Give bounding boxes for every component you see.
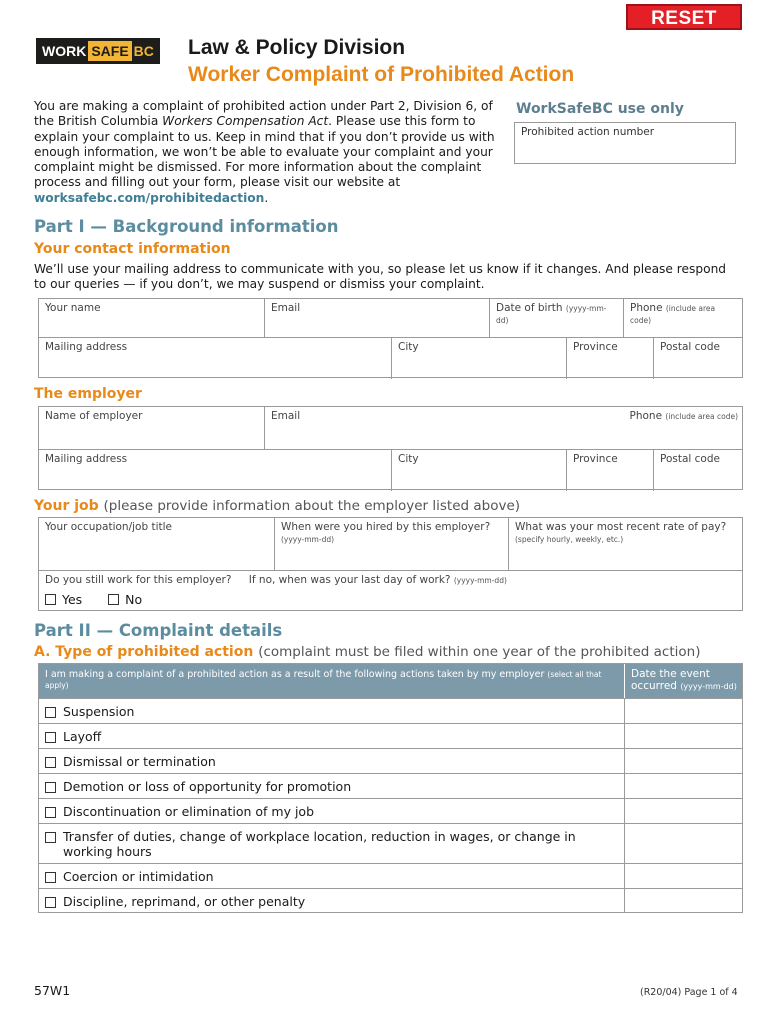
contact-grid bbox=[38, 298, 743, 378]
action-label: Suspension bbox=[63, 704, 135, 719]
page-info: (R20/04) Page 1 of 4 bbox=[640, 987, 738, 998]
section-a-title: A. Type of prohibited action bbox=[34, 644, 254, 660]
action-checkbox[interactable] bbox=[45, 732, 56, 743]
employer-row-1 bbox=[39, 407, 742, 449]
employer-grid bbox=[38, 406, 743, 490]
yes-label: Yes bbox=[62, 592, 83, 607]
action-label: Coercion or intimidation bbox=[63, 869, 214, 884]
employer-name-label: Name of employer bbox=[45, 410, 143, 422]
division-title: Law & Policy Division bbox=[188, 36, 406, 59]
event-date-field[interactable] bbox=[624, 774, 744, 798]
contact-description: We’ll use your mailing address to communicate with you, so please let us know if it changes. And please respond to our queries — if you don’t, we may suspend or dismiss your complaint. bbox=[34, 262, 727, 292]
occupation-field[interactable] bbox=[39, 518, 274, 570]
action-checkbox[interactable] bbox=[45, 707, 56, 718]
logo-safe: SAFE bbox=[88, 41, 131, 61]
intro-text-c: . bbox=[264, 190, 269, 205]
employer-mailing-field[interactable] bbox=[39, 450, 391, 491]
employer-city-field[interactable] bbox=[391, 450, 566, 491]
contact-phone-hint: (include area code) bbox=[630, 304, 716, 325]
event-date-field[interactable] bbox=[624, 699, 744, 723]
office-use-heading: WorkSafeBC use only bbox=[516, 101, 684, 117]
intro-paragraph bbox=[34, 99, 496, 206]
prohibited-action-number-label: Prohibited action number bbox=[521, 126, 655, 138]
prohibited-action-table bbox=[38, 663, 743, 913]
contact-postal-label: Postal code bbox=[660, 341, 720, 353]
no-checkbox[interactable] bbox=[108, 594, 119, 605]
event-date-field[interactable] bbox=[624, 824, 744, 863]
contact-city-label: City bbox=[398, 341, 419, 353]
pay-rate-field[interactable] bbox=[508, 518, 744, 570]
logo-bc: BC bbox=[133, 43, 154, 59]
employer-postal-field[interactable] bbox=[653, 450, 744, 491]
action-option bbox=[39, 724, 624, 748]
contact-heading: Your contact information bbox=[34, 241, 231, 257]
intro-text-b: . Please use this form to explain your complaint to us. Keep in mind that if you don’t provide us with enough information, we won’t be able to evaluate your complaint and your complaint might be dismissed. For more information about the complaint process and filling out your form, please visit our website at bbox=[34, 114, 495, 190]
table-row bbox=[39, 773, 742, 798]
contact-email-label: Email bbox=[271, 302, 301, 314]
event-date-field[interactable] bbox=[624, 889, 744, 913]
contact-row-1 bbox=[39, 299, 742, 337]
employer-province-field[interactable] bbox=[566, 450, 653, 491]
hire-date-label: When were you hired by this employer? bbox=[281, 521, 491, 533]
job-row-2 bbox=[39, 570, 742, 612]
action-checkbox[interactable] bbox=[45, 757, 56, 768]
action-checkbox[interactable] bbox=[45, 897, 56, 908]
logo-work: WORK bbox=[42, 43, 87, 59]
table-row bbox=[39, 723, 742, 748]
employer-phone-field[interactable] bbox=[630, 410, 738, 422]
employer-postal-label: Postal code bbox=[660, 453, 720, 465]
yes-checkbox[interactable] bbox=[45, 594, 56, 605]
contact-row-2 bbox=[39, 337, 742, 379]
action-header-hint: (select all that apply) bbox=[45, 670, 602, 690]
action-option bbox=[39, 799, 624, 823]
contact-mailing-field[interactable] bbox=[39, 338, 391, 379]
worksafebc-logo bbox=[36, 38, 160, 64]
action-label: Demotion or loss of opportunity for promotion bbox=[63, 779, 352, 794]
table-row bbox=[39, 863, 742, 888]
event-date-field[interactable] bbox=[624, 864, 744, 888]
last-day-label: If no, when was your last day of work? bbox=[248, 574, 451, 586]
last-day-hint: (yyyy-mm-dd) bbox=[453, 576, 507, 585]
reset-button[interactable]: RESET bbox=[626, 4, 742, 30]
action-column-header bbox=[39, 664, 624, 698]
employer-province-label: Province bbox=[573, 453, 618, 465]
intro-text-a: You are making a complaint of prohibited action under Part 2, Division 6, of the British Columbia bbox=[34, 99, 493, 129]
part1-title: Part I — Background information bbox=[34, 217, 339, 236]
table-row bbox=[39, 888, 742, 913]
action-option bbox=[39, 864, 624, 888]
action-option bbox=[39, 824, 624, 863]
date-header-text: Date the event occurred bbox=[631, 668, 710, 692]
event-date-field[interactable] bbox=[624, 724, 744, 748]
contact-phone-field[interactable] bbox=[623, 299, 744, 337]
action-checkbox[interactable] bbox=[45, 872, 56, 883]
still-work-label: Do you still work for this employer? bbox=[45, 574, 232, 586]
date-of-birth-field[interactable] bbox=[489, 299, 623, 337]
employer-city-label: City bbox=[398, 453, 419, 465]
action-label: Dismissal or termination bbox=[63, 754, 216, 769]
your-name-field[interactable] bbox=[39, 299, 264, 337]
pay-rate-label: What was your most recent rate of pay? bbox=[515, 521, 727, 533]
prohibited-action-number-field[interactable] bbox=[514, 122, 736, 164]
action-label: Layoff bbox=[63, 729, 102, 744]
contact-mailing-label: Mailing address bbox=[45, 341, 128, 353]
employer-phone-label: Phone bbox=[629, 410, 663, 422]
form-title: Worker Complaint of Prohibited Action bbox=[188, 63, 575, 86]
employer-name-field[interactable] bbox=[39, 407, 264, 449]
action-option bbox=[39, 699, 624, 723]
event-date-field[interactable] bbox=[624, 799, 744, 823]
contact-province-field[interactable] bbox=[566, 338, 653, 379]
job-row-1 bbox=[39, 518, 742, 570]
employer-heading: The employer bbox=[34, 386, 142, 402]
section-a-note: (complaint must be filed within one year of the prohibited action) bbox=[258, 644, 701, 660]
employer-phone-hint: (include area code) bbox=[665, 412, 738, 421]
action-label: Transfer of duties, change of workplace location, reduction in wages, or change in working hours bbox=[63, 829, 576, 859]
table-row bbox=[39, 748, 742, 773]
employer-row-2 bbox=[39, 449, 742, 491]
pay-rate-hint: (specify hourly, weekly, etc.) bbox=[515, 535, 624, 544]
job-heading bbox=[34, 498, 520, 514]
action-checkbox[interactable] bbox=[45, 807, 56, 818]
employer-email-field[interactable] bbox=[264, 407, 744, 449]
contact-postal-field[interactable] bbox=[653, 338, 744, 379]
no-label: No bbox=[125, 592, 143, 607]
intro-act: Workers Compensation Act bbox=[162, 114, 329, 129]
job-heading-text: Your job bbox=[34, 498, 99, 514]
table-row bbox=[39, 823, 742, 863]
action-checkbox[interactable] bbox=[45, 832, 56, 843]
contact-phone-label: Phone bbox=[630, 302, 663, 314]
table-row bbox=[39, 698, 742, 723]
action-label: Discipline, reprimand, or other penalty bbox=[63, 894, 306, 909]
contact-email-field[interactable] bbox=[264, 299, 489, 337]
contact-province-label: Province bbox=[573, 341, 618, 353]
table-header bbox=[39, 664, 742, 698]
employer-mailing-label: Mailing address bbox=[45, 453, 128, 465]
occupation-label: Your occupation/job title bbox=[45, 521, 172, 533]
dob-hint: (yyyy-mm-dd) bbox=[496, 304, 607, 325]
table-row bbox=[39, 798, 742, 823]
employer-email-label: Email bbox=[271, 410, 301, 422]
job-heading-note: (please provide information about the employer listed above) bbox=[103, 498, 521, 514]
section-a-heading bbox=[34, 644, 700, 660]
employment-status-cell bbox=[39, 571, 744, 612]
action-option bbox=[39, 749, 624, 773]
hire-date-hint: (yyyy-mm-dd) bbox=[281, 535, 335, 544]
part2-title: Part II — Complaint details bbox=[34, 621, 283, 640]
date-column-header bbox=[624, 664, 744, 698]
job-grid bbox=[38, 517, 743, 611]
contact-city-field[interactable] bbox=[391, 338, 566, 379]
action-option bbox=[39, 889, 624, 913]
your-name-label: Your name bbox=[45, 302, 101, 314]
form-number: 57W1 bbox=[34, 983, 71, 998]
action-option bbox=[39, 774, 624, 798]
event-date-field[interactable] bbox=[624, 749, 744, 773]
date-header-hint: (yyyy-mm-dd) bbox=[680, 682, 737, 691]
website-link[interactable]: worksafebc.com/prohibitedaction bbox=[34, 190, 265, 205]
dob-label: Date of birth bbox=[496, 302, 563, 314]
action-checkbox[interactable] bbox=[45, 782, 56, 793]
hire-date-field[interactable] bbox=[274, 518, 508, 570]
action-label: Discontinuation or elimination of my job bbox=[63, 804, 315, 819]
action-header-text: I am making a complaint of a prohibited action as a result of the following actions taken by my employer bbox=[45, 669, 545, 680]
